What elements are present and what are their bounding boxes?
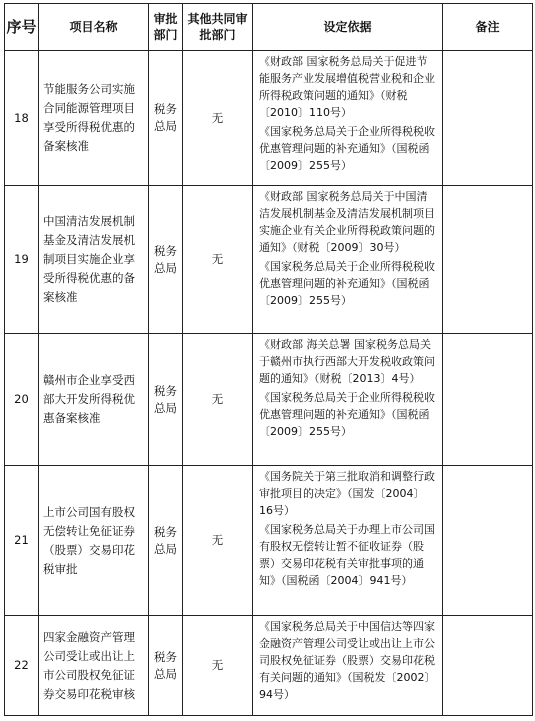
row-no: 18 [5,51,39,186]
row-note [443,186,533,334]
table-row [5,466,533,616]
row-name: 赣州市企业享受西部大开发所得税优惠备案核准 [39,334,149,466]
row-name: 上市公司国有股权无偿转让免征证券（股票）交易印花税审批 [39,466,149,616]
table-row [5,334,533,466]
row-no: 21 [5,466,39,616]
row-dept: 税务总局 [149,616,183,716]
header-name: 项目名称 [39,4,149,51]
row-no: 22 [5,616,39,716]
row-note [443,334,533,466]
row-name: 四家金融资产管理公司受让或出让上市公司股权免征证券交易印花税审核 [39,616,149,716]
row-no: 20 [5,334,39,466]
approval-items-table [4,3,533,716]
row-note [443,51,533,186]
table-row [5,51,533,186]
row-basis [253,51,443,186]
row-basis [253,334,443,466]
header-note: 备注 [443,4,533,51]
header-other: 其他共同审批部门 [183,4,253,51]
row-name: 节能服务公司实施合同能源管理项目享受所得税优惠的备案核准 [39,51,149,186]
header-basis: 设定依据 [253,4,443,51]
basis-doc: 《财政部 国家税务总局关于促进节能服务产业发展增值税营业税和企业所得税政策问题的通知》（财税〔2010〕110号） [259,55,435,119]
basis-doc: 《国家税务总局关于企业所得税税收优惠管理问题的补充通知》（国税函〔2009〕255号） [259,125,435,172]
basis-doc: 《国务院关于第三批取消和调整行政审批项目的决定》（国发〔2004〕16号） [259,470,435,517]
row-other: 无 [183,51,253,186]
basis-doc: 《国家税务总局关于办理上市公司国有股权无偿转让暂不征收证券（股票）交易印花税有关审批事项的通知》（国税函〔2004〕941号） [259,523,435,587]
row-note [443,616,533,716]
header-dept: 审批部门 [149,4,183,51]
table-row [5,186,533,334]
row-dept: 税务总局 [149,51,183,186]
basis-doc: 《财政部 国家税务总局关于中国清洁发展机制基金及清洁发展机制项目实施企业有关企业所得税政策问题的通知》（财税〔2009〕30号） [259,190,435,254]
row-dept: 税务总局 [149,186,183,334]
basis-doc: 《国家税务总局关于企业所得税税收优惠管理问题的补充通知》（国税函〔2009〕255号） [259,391,435,438]
row-dept: 税务总局 [149,466,183,616]
basis-doc: 《国家税务总局关于中国信达等四家金融资产管理公司受让或出让上市公司股权免征证券（股票）交易印花税有关问题的通知》（国税发〔2002〕94号） [259,620,436,701]
row-no: 19 [5,186,39,334]
row-basis [253,466,443,616]
table-row [5,616,533,716]
row-basis [253,186,443,334]
header-no-label: 序号 [6,18,37,36]
row-note [443,466,533,616]
basis-doc: 《财政部 海关总署 国家税务总局关于赣州市执行西部大开发税收政策问题的通知》（财税〔2013〕4号） [259,338,435,385]
header-no [5,4,39,51]
row-dept: 税务总局 [149,334,183,466]
row-other: 无 [183,466,253,616]
table-header-row [5,4,533,51]
row-name: 中国清洁发展机制基金及清洁发展机制项目实施企业享受所得税优惠的备案核准 [39,186,149,334]
row-other: 无 [183,186,253,334]
row-other: 无 [183,334,253,466]
row-other: 无 [183,616,253,716]
row-basis [253,616,443,716]
basis-doc: 《国家税务总局关于企业所得税税收优惠管理问题的补充通知》（国税函〔2009〕255号） [259,260,435,307]
